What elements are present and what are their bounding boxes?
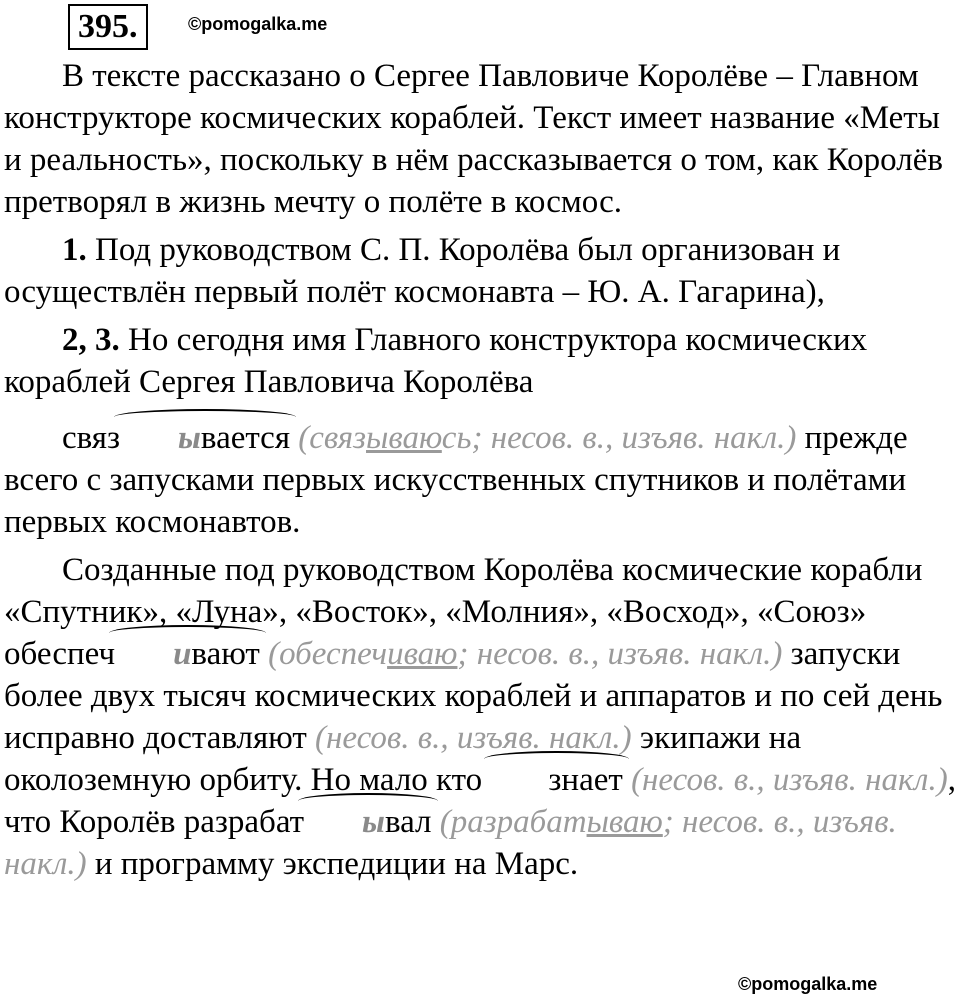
exercise-number: 395. — [68, 4, 148, 50]
comment-1-b: сь; несов. в., изъяв. накл.) — [441, 420, 797, 456]
paragraph-3-text-1: Но сегодня имя Главного конструктора космических кораблей Сергея Павловича Королёва — [4, 322, 868, 400]
paragraph-2 — [4, 229, 960, 313]
word-4-arc — [304, 801, 431, 843]
comment-5-underlined: ываю — [586, 804, 663, 840]
comment-5-b: ; несов. в., изъяв. накл.) — [4, 804, 897, 882]
paragraph-4-text-4: экипажи на околоземную орбиту. Но мало кто — [4, 720, 802, 798]
comment-2-a: (обеспеч — [259, 636, 388, 672]
paragraph-4-text-1: Созданные под руководством Королёва космические корабли «Спутник», «Луна» — [4, 552, 923, 630]
word-3-arc: знает — [490, 759, 622, 801]
comment-2-underlined: иваю — [387, 636, 458, 672]
paragraph-1: В тексте рассказано о Сергее Павловиче Королёве – Главном конструкторе космических кораблей. Текст имеет название «Меты и реальность», поскольку в нём рассказывается о том, как Королёв претворял в жизнь мечту о полёте в космос. — [4, 58, 943, 220]
underlined-comma: , — [278, 594, 288, 630]
watermark-top[interactable]: ©pomogalka.me — [188, 14, 328, 34]
item-number: 2, 3. — [62, 322, 120, 358]
word-4-suffix: вал — [384, 804, 432, 840]
item-number: 1. — [62, 232, 87, 268]
comment-1-underlined: ываю — [366, 420, 442, 456]
paragraph-3-text-2: прежде всего с запусками первых искусственных спутников и полётами первых космонавтов. — [4, 420, 908, 540]
comment-2 — [260, 636, 782, 672]
paragraph-2-text: Под руководством С. П. Королёва был организован и осуществлён первый полёт космонавта – Ю. А. Гагарина), — [4, 232, 841, 310]
paragraph-4-text-6: и программу экспедиции на Марс. — [86, 846, 579, 882]
word-1-prefix: связ — [62, 420, 121, 456]
word-4-vowel: ы — [362, 804, 385, 840]
comment-1-a: (связ — [290, 420, 367, 456]
paragraph-4-text-3: запуски более двух тысяч космических кораблей и аппаратов и по сей день исправно доставляют — [4, 636, 943, 756]
watermark-bottom[interactable]: ©pomogalka.me — [738, 974, 878, 994]
word-1-suffix: вается — [200, 420, 291, 456]
paragraph-3 — [4, 319, 960, 543]
word-2-suffix: вают — [191, 636, 260, 672]
comment-5-a: (разрабат — [431, 804, 587, 840]
comment-4: (несов. в., изъяв. накл.) — [622, 762, 948, 798]
word-2-vowel: и — [173, 636, 192, 672]
comment-1 — [290, 420, 796, 456]
word-2-arc — [115, 633, 260, 675]
answer-text — [4, 55, 960, 885]
word-1-vowel: ы — [178, 420, 201, 456]
word-1-root-arc — [120, 417, 290, 459]
paragraph-4-text-5: , что Королёв разрабат — [4, 762, 956, 840]
comment-2-b: ; несов. в., изъяв. накл.) — [457, 636, 783, 672]
paragraph-4-text-2: «Восток», «Молния», «Восход», «Союз» обеспеч — [4, 594, 867, 672]
comment-3: (несов. в., изъяв. накл.) — [315, 720, 632, 756]
paragraph-4 — [4, 549, 960, 885]
